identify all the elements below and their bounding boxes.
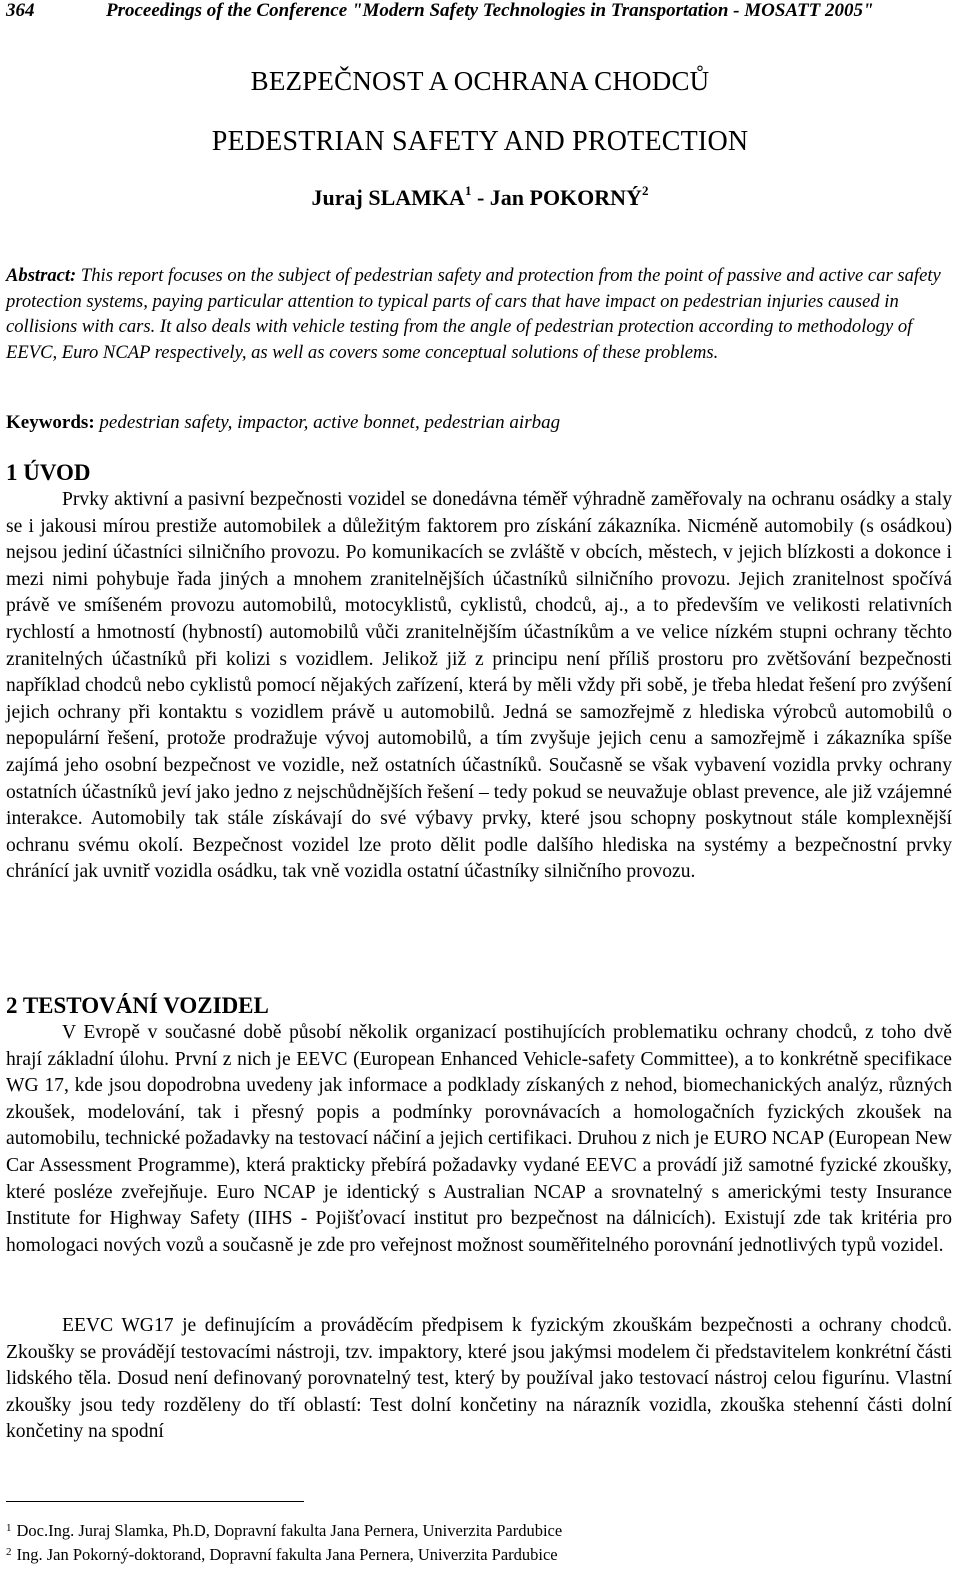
section-2-paragraph-1: V Evropě v současné době působí několik organizací postihujících problematiku ochrany chodců, z toho dvě hrají základní úlohu. První z nich je EEVC (European Enhanced Vehicle-safety Committee), a to konkrétně specifikace WG 17, kde jsou dopodrobna uvedeny jak informace a podklady získaných z nehod, biomechanických analýz, různých zkoušek, modelování, tak i přesný popis a podmínky porovnávacích a homologačních fyzických zkoušek na automobilu, technické požadavky na testovací náčiní a jejich certifikaci. Druhou z nich je EURO NCAP (European New Car Assessment Programme), která prakticky přebírá požadavky vydané EEVC a provádí již samotné fyzické zkoušky, které posléze zveřejňuje. Euro NCAP je identický s Australian NCAP a srovnatelný s americkými testy Insurance Institute for Highway Safety (IIHS - Pojišťovací institut pro bezpečnost na dálnicích). Existují zde tak kritéria pro homologaci nových vozů a současně je zde pro veřejnost možnost souměřitelného porovnání jednotlivých typů vozidel. [6,1022,952,1256]
section-1-heading: 1 ÚVOD [6,460,91,485]
abstract-text: This report focuses on the subject of pedestrian safety and protection from the point of passive and active car safety protection systems, paying particular attention to typical parts of cars that have impact on pedestrian injuries caused in collisions with cars. It also deals with vehicle testing from the angle of pedestrian protection according to methodology of EEVC, Euro NCAP respectively, as well as covers some conceptual solutions of these problems. [6,265,941,363]
section-2-paragraph-2: EEVC WG17 je definujícím a prováděcím předpisem k fyzickým zkouškám bezpečnosti a ochrany chodců. Zkoušky se provádějí testovacími nástroji, tzv. impaktory, které jsou jakýmsi modelem či představitelem konkrétní části lidského těla. Dosud není definovaný porovnatelný test, který by používal jako testovací nástroj celou figurínu. Vlastní zkoušky jsou tedy rozděleny do tří oblastí: Test dolní končetiny na nárazník vozidla, zkouška stehenní části dolní končetiny na spodní [6,1315,952,1443]
running-header [6,0,946,22]
keywords-label: Keywords: [6,412,95,433]
abstract [6,263,952,365]
section-1-paragraph: Prvky aktivní a pasivní bezpečnosti vozidel se donedávna téměř výhradně zaměřovaly na ochranu osádky a staly se i jakousi mírou prestiže automobilek a důležitým faktorem pro získání zákazníka. Nicméně automobily (s osádkou) nejsou jediní účastníci silničního provozu. Po komunikacích se zvláště v obcích, městech, v jejich blízkosti a dokonce i mezi nimi pohybuje řada jiných a mnohem zranitelnějších účastníků silničního provozu. Jejich zranitelnost spočívá právě ve smíšeném provozu automobilů, motocyklistů, cyklistů, chodců, aj., a to především ve velikosti relativních rychlostí a hmotností (hybností) automobilů vůči zranitelnějším účastníkům a ve velice nízkém stupni ochrany těchto zranitelných účastníků při kolizi s vozidlem. Jelikož již z principu není příliš prostoru pro zvětšování bezpečnosti například chodců nebo cyklistů pomocí nějakých zařízení, která by měli vždy při sobě, je třeba hledat řešení pro zvýšení jejich ochrany při kontaktu s vozidlem právě u automobilů. Jedná se samozřejmě z hlediska výrobců automobilů o nepopulární řešení, protože prodražuje vývoj automobilů, a tím zvyšuje jejich cenu a samozřejmě i zákazníka spíše zajímá jeho osobní bezpečnost ve vozidle, než ostatních účastníků. Současně se však vybavení vozidla prvky ochrany ostatních účastníků jeví jako jedno z nejschůdnějších řešení – tedy pokud se neuvažuje oblast prevence, ale již vzájemné interakce. Automobily tak stále získávají do své výbavy prvky, které jsou schopny poskytnout stále komplexnější ochranu svému okolí. Bezpečnost vozidel lze proto dělit podle dalšího hlediska na systémy a bezpečnostní prvky chránící jak uvnitř vozidla osádku, tak vně vozidla ostatní účastníky silničního provozu. [6,489,952,883]
author-1: Juraj SLAMKA [311,185,465,210]
footnote-divider [6,1501,304,1502]
authors-line [0,185,960,211]
page-number: 364 [6,0,35,21]
author-2: Jan POKORNÝ [489,185,642,210]
footnote-1 [6,1519,562,1543]
footnote-1-number: 1 [6,1522,12,1534]
conference-title: Proceedings of the Conference "Modern Safety Technologies in Transportation - MOSATT 2005" [106,0,874,21]
footnote-2-number: 2 [6,1546,12,1558]
author-2-footnote-mark: 2 [641,183,649,198]
keywords [6,410,952,435]
abstract-label: Abstract: [6,265,77,286]
author-separator: - [471,185,490,210]
keywords-text: pedestrian safety, impactor, active bonnet, pedestrian airbag [99,412,561,433]
footnote-2 [6,1543,558,1567]
footnote-1-text: Doc.Ing. Juraj Slamka, Ph.D, Dopravní fakulta Jana Pernera, Univerzita Pardubice [16,1521,563,1540]
title-english: PEDESTRIAN SAFETY AND PROTECTION [211,126,749,157]
author-1-footnote-mark: 1 [464,183,472,198]
section-2-heading: 2 TESTOVÁNÍ VOZIDEL [6,993,269,1018]
title-czech: BEZPEČNOST A OCHRANA CHODCŮ [250,66,710,96]
footnote-2-text: Ing. Jan Pokorný-doktorand, Dopravní fakulta Jana Pernera, Univerzita Pardubice [16,1545,558,1564]
